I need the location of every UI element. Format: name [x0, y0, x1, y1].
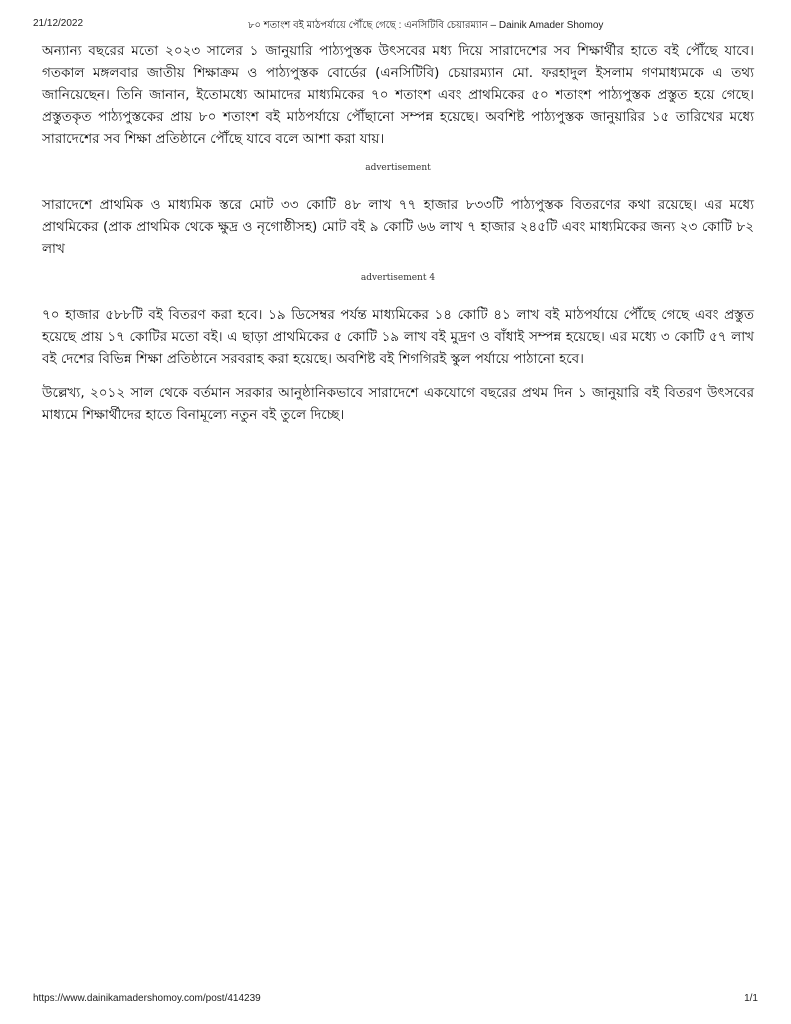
article-paragraph: ৭০ হাজার ৫৮৮টি বই বিতরণ করা হবে। ১৯ ডিসেম্বর পর্যন্ত মাধ্যমিকের ১৪ কোটি ৪১ লাখ বই মাঠপর্যায়ে পৌঁছে গেছে এবং প্রস্তুত হয়েছে প্রায় ১৭ কোটির মতো বই। এ ছাড়া প্রাথমিকের ৫ কোটি ১৯ লাখ বই মুদ্রণ ও বাঁধাই সম্পন্ন হয়েছে। এর মধ্যে ৩ কোটি ৫৭ লাখ বই দেশের বিভিন্ন শিক্ষা প্রতিষ্ঠানে সরবরাহ করা হয়েছে। অবশিষ্ট বই শিগগিরই স্কুল পর্যায়ে পাঠানো হবে। [42, 307, 754, 367]
print-date: 21/12/2022 [33, 18, 84, 29]
advertisement-label: advertisement [365, 163, 431, 173]
advertisement-label: advertisement 4 [360, 273, 436, 283]
article-paragraph: সারাদেশে প্রাথমিক ও মাধ্যমিক স্তরে মোট ৩৩ কোটি ৪৮ লাখ ৭৭ হাজার ৮৩৩টি পাঠ্যপুস্তক বিতরণের কথা রয়েছে। এর মধ্যে প্রাথমিকের (প্রাক প্রাথমিক থেকে ক্ষুদ্র ও নৃগোষ্ঠীসহ) মোট বই ৯ কোটি ৬৬ লাখ ৭ হাজার ২৪৫টি এবং মাধ্যমিকের জন্য ২৩ কোটি ৮২ লাখ [42, 197, 754, 257]
article-paragraph: অন্যান্য বছরের মতো ২০২৩ সালের ১ জানুয়ারি পাঠ্যপুস্তক উৎসবের মধ্য দিয়ে সারাদেশের সব শিক্ষার্থীর হাতে বই পৌঁছে যাবে। গতকাল মঙ্গলবার জাতীয় শিক্ষাক্রম ও পাঠ্যপুস্তক বোর্ডের (এনসিটিবি) চেয়ারম্যান মো. ফরহাদুল ইসলাম গণমাধ্যমকে এ তথ্য জানিয়েছেন। তিনি জানান, ইতোমধ্যে আমাদের মাধ্যমিকের ৭০ শতাংশ এবং প্রাথমিকের ৫০ শতাংশ পাঠ্যপুস্তক প্রস্তুত হয়ে গেছে। প্রস্তুতকৃত পাঠ্যপুস্তকের প্রায় ৮০ শতাংশ বই মাঠপর্যায়ে পৌঁছানো সম্পন্ন হয়েছে। অবশিষ্ট পাঠ্যপুস্তক জানুয়ারির ১৫ তারিখের মধ্যে সারাদেশের সব শিক্ষা প্রতিষ্ঠানে পৌঁছে যাবে বলে আশা করা যায়। [42, 43, 754, 147]
article-body [42, 40, 754, 438]
page-url: https://www.dainikamadershomoy.com/post/414239 [33, 993, 261, 1004]
article-paragraph: উল্লেখ্য, ২০১২ সাল থেকে বর্তমান সরকার আনুষ্ঠানিকভাবে সারাদেশে একযোগে বছরের প্রথম দিন ১ জানুয়ারি বই বিতরণ উৎসবের মাধ্যমে শিক্ষার্থীদের হাতে বিনামূল্যে নতুন বই তুলে দিচ্ছে। [42, 385, 754, 423]
page-title: ৮০ শতাংশ বই মাঠপর্যায়ে পৌঁছে গেছে : এনসিটিবি চেয়ারম্যান – Dainik Amader Shomoy [248, 20, 604, 31]
page-number: 1/1 [744, 993, 758, 1004]
